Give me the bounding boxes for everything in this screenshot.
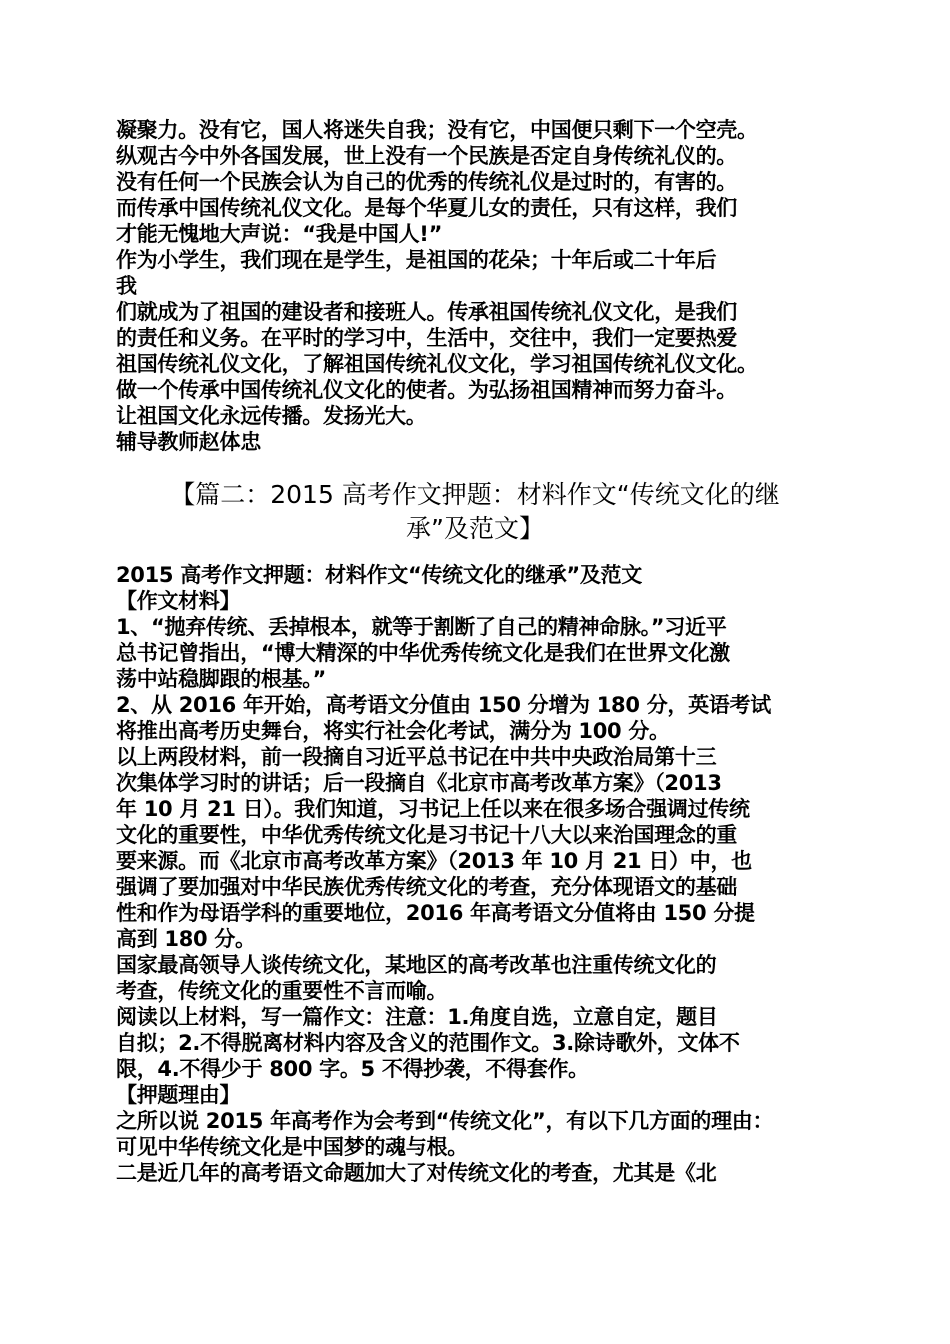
text-line: 次集体学习时的讲话；后一段摘自《北京市高考改革方案》（2013 bbox=[116, 771, 722, 795]
text-line: 之所以说 2015 年高考作为会考到“传统文化”，有以下几方面的理由： bbox=[116, 1109, 774, 1133]
text-line: 2015 高考作文押题：材料作文“传统文化的继承”及范文 bbox=[116, 563, 642, 587]
text-line: 将推出高考历史舞台，将实行社会化考试，满分为 100 分。 bbox=[116, 719, 670, 743]
text-line: 年 10 月 21 日）。我们知道，习书记上任以来在很多场合强调过传统 bbox=[116, 797, 750, 821]
text-line: 阅读以上材料，写一篇作文：注意：1.角度自选，立意自定，题目 bbox=[116, 1005, 718, 1029]
text-line: 考查，传统文化的重要性不言而喻。 bbox=[116, 979, 448, 1003]
text-line: 【作文材料】 bbox=[116, 589, 241, 613]
section-heading bbox=[110, 478, 840, 546]
text-line: 荡中站稳脚跟的根基。” bbox=[116, 667, 327, 691]
section-heading-line-1: 【篇二：2015 高考作文押题：材料作文“传统文化的继 bbox=[170, 480, 780, 509]
text-line: 自拟；2.不得脱离材料内容及含义的范围作文。3.除诗歌外，文体不 bbox=[116, 1031, 740, 1055]
text-line: 做一个传承中国传统礼仪文化的使者。为弘扬祖国精神而努力奋斗。 bbox=[116, 378, 737, 402]
text-line: 们就成为了祖国的建设者和接班人。传承祖国传统礼仪文化，是我们 bbox=[116, 300, 737, 324]
text-line: 的责任和义务。在平时的学习中，生活中，交往中，我们一定要热爱 bbox=[116, 326, 737, 350]
text-line: 二是近几年的高考语文命题加大了对传统文化的考查，尤其是《北 bbox=[116, 1161, 717, 1185]
text-line: 才能无愧地大声说：“我是中国人!” bbox=[116, 222, 443, 246]
text-line: 可见中华传统文化是中国梦的魂与根。 bbox=[116, 1135, 468, 1159]
text-line: 总书记曾指出，“博大精深的中华优秀传统文化是我们在世界文化激 bbox=[116, 641, 730, 665]
essay-part-two bbox=[116, 562, 856, 1186]
text-line: 【押题理由】 bbox=[116, 1083, 241, 1107]
section-heading-line-2: 承”及范文】 bbox=[406, 514, 544, 543]
essay-part-one bbox=[116, 117, 856, 455]
text-line: 凝聚力。没有它，国人将迷失自我；没有它，中国便只剩下一个空壳。 bbox=[116, 118, 758, 142]
text-line: 没有任何一个民族会认为自己的优秀的传统礼仪是过时的，有害的。 bbox=[116, 170, 737, 194]
text-line: 国家最高领导人谈传统文化，某地区的高考改革也注重传统文化的 bbox=[116, 953, 717, 977]
text-line: 性和作为母语学科的重要地位，2016 年高考语文分值将由 150 分提 bbox=[116, 901, 755, 925]
text-line: 以上两段材料，前一段摘自习近平总书记在中共中央政治局第十三 bbox=[116, 745, 717, 769]
text-line: 1、“抛弃传统、丢掉根本，就等于割断了自己的精神命脉。”习近平 bbox=[116, 615, 727, 639]
text-line: 作为小学生，我们现在是学生，是祖国的花朵；十年后或二十年后 bbox=[116, 248, 717, 272]
text-line: 我 bbox=[116, 274, 137, 298]
text-line: 要来源。而《北京市高考改革方案》（2013 年 10 月 21 日）中，也 bbox=[116, 849, 752, 873]
text-line: 文化的重要性，中华优秀传统文化是习书记十八大以来治国理念的重 bbox=[116, 823, 737, 847]
text-line: 辅导教师赵体忠 bbox=[116, 430, 261, 454]
text-line: 高到 180 分。 bbox=[116, 927, 256, 951]
text-line: 而传承中国传统礼仪文化。是每个华夏儿女的责任，只有这样，我们 bbox=[116, 196, 737, 220]
text-line: 纵观古今中外各国发展，世上没有一个民族是否定自身传统礼仪的。 bbox=[116, 144, 737, 168]
text-line: 让祖国文化永远传播。发扬光大。 bbox=[116, 404, 427, 428]
text-line: 祖国传统礼仪文化，了解祖国传统礼仪文化，学习祖国传统礼仪文化。 bbox=[116, 352, 758, 376]
text-line: 强调了要加强对中华民族优秀传统文化的考查，充分体现语文的基础 bbox=[116, 875, 737, 899]
text-line: 限，4.不得少于 800 字。5 不得抄袭，不得套作。 bbox=[116, 1057, 589, 1081]
text-line: 2、从 2016 年开始，高考语文分值由 150 分增为 180 分，英语考试 bbox=[116, 693, 771, 717]
